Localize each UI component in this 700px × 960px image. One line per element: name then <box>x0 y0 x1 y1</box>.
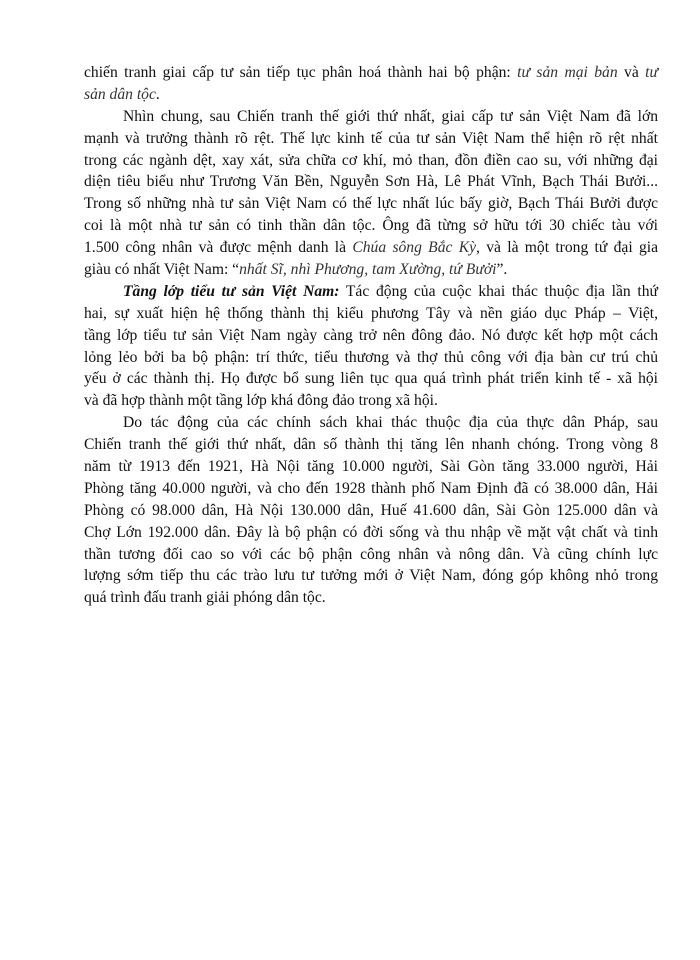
text-line <box>84 347 658 369</box>
text-segment: , và là một trong tứ đại gia <box>476 239 658 257</box>
text-line <box>84 544 658 566</box>
text-line <box>84 106 658 128</box>
text-segment: trong các ngành dệt, xay xát, sửa chữa cơ khí, mỏ than, đồn điền cao su, với những đại <box>84 151 658 169</box>
text-segment: và <box>617 64 646 81</box>
text-segment: . <box>155 85 160 103</box>
italic-text: Chúa sông Bắc Kỳ <box>352 239 477 257</box>
document-page <box>84 62 658 609</box>
text-segment: hai, sự xuất hiện hệ thống thành thị kiểu phương Tây và nền giáo dục Pháp – Việt, <box>84 304 658 322</box>
text-line <box>84 193 658 215</box>
text-line <box>84 412 658 434</box>
text-segment: và đã hợp thành một tầng lớp khá đông đảo trong xã hội. <box>84 392 438 410</box>
text-line <box>84 587 658 609</box>
text-segment: lượng sớm tiếp thu các trào lưu tư tưởng mới ở Việt Nam, đóng góp không nhỏ trong <box>84 567 658 585</box>
italic-text: tư sản mại bản <box>517 64 618 81</box>
text-segment: Do tác động của các chính sách khai thác thuộc địa của thực dân Pháp, sau <box>123 414 658 432</box>
text-segment: Tác động của cuộc khai thác thuộc địa lần thứ <box>339 282 658 300</box>
paragraph <box>84 281 658 412</box>
paragraph <box>84 106 658 281</box>
text-segment: Chợ Lớn 192.000 dân. Đây là bộ phận có đời sống và thu nhập về mặt vật chất và tinh <box>84 523 658 541</box>
italic-text: sản dân tộc <box>84 85 156 103</box>
text-line <box>84 325 658 347</box>
text-segment: giàu có nhất Việt Nam: “ <box>84 261 240 279</box>
text-line <box>84 259 658 281</box>
paragraph <box>84 62 658 106</box>
italic-text: tư <box>645 64 658 81</box>
text-segment: mạnh và trưởng thành rõ rệt. Thế lực kinh tế của tư sản Việt Nam thể hiện rõ rệt nhất <box>84 129 658 147</box>
text-segment: coi là một nhà tư sản có tinh thần dân tộc. Ông đã từng sở hữu tới 30 chiếc tàu với <box>84 217 658 235</box>
text-segment: thần tương đối cao so với các bộ phận công nhân và nông dân. Và cũng chính lực <box>84 545 658 563</box>
text-line <box>84 522 658 544</box>
text-segment: tầng lớp tiểu tư sản Việt Nam ngày càng trở nên đông đảo. Nó được kết hợp một cách <box>84 326 658 344</box>
text-line <box>84 390 658 412</box>
italic-text: nhất Sĩ, nhì Phương, tam Xường, tứ Bưởi <box>239 261 497 279</box>
text-line <box>84 456 658 478</box>
text-line <box>84 150 658 172</box>
text-line <box>84 281 658 303</box>
text-segment: yếu ở các thành thị. Họ được bổ sung liên tục qua quá trình phát triển kinh tế - xã hội <box>84 370 658 388</box>
text-segment: Chiến tranh thế giới thứ nhất, dân số thành thị tăng lên nhanh chóng. Trong vòng 8 <box>84 436 658 454</box>
text-line <box>84 215 658 237</box>
text-line <box>84 500 658 522</box>
text-segment: Phòng có 98.000 dân, Hà Nội 130.000 dân, Huế 41.600 dân, Sài Gòn 125.000 dân và <box>84 501 658 519</box>
text-line <box>84 237 658 259</box>
text-segment: 1.500 công nhân và được mệnh danh là <box>84 239 353 257</box>
text-segment: lỏng lẻo bởi ba bộ phận: trí thức, tiểu thương và thợ thủ công với địa bàn cư trú chủ <box>84 348 658 366</box>
text-line <box>84 478 658 500</box>
text-line <box>84 368 658 390</box>
text-line <box>84 565 658 587</box>
text-line <box>84 171 658 193</box>
text-segment: ”. <box>496 261 508 279</box>
text-line <box>84 128 658 150</box>
text-segment: diện tiêu biểu như Trương Văn Bền, Nguyễn Sơn Hà, Lê Phát Vĩnh, Bạch Thái Bưởi... <box>84 173 658 191</box>
text-segment: chiến tranh giai cấp tư sản tiếp tục phân hoá thành hai bộ phận: <box>84 64 518 81</box>
text-line <box>84 62 658 84</box>
section-heading: Tầng lớp tiểu tư sản Việt Nam: <box>123 282 340 300</box>
text-segment: Nhìn chung, sau Chiến tranh thế giới thứ nhất, giai cấp tư sản Việt Nam đã lớn <box>123 107 658 125</box>
paragraph <box>84 412 658 609</box>
text-segment: Trong số những nhà tư sản Việt Nam có thế lực nhất lúc bấy giờ, Bạch Thái Bưởi được <box>84 195 658 213</box>
text-segment: quá trình đấu tranh giải phóng dân tộc. <box>84 589 326 607</box>
text-segment: Phòng tăng 40.000 người, và cho đến 1928 thành phố Nam Định đã có 38.000 dân, Hải <box>84 479 658 497</box>
text-segment: năm từ 1913 đến 1921, Hà Nội tăng 10.000 người, Sài Gòn tăng 33.000 người, Hải <box>84 458 658 476</box>
text-line <box>84 434 658 456</box>
text-line <box>84 84 658 106</box>
text-line <box>84 303 658 325</box>
